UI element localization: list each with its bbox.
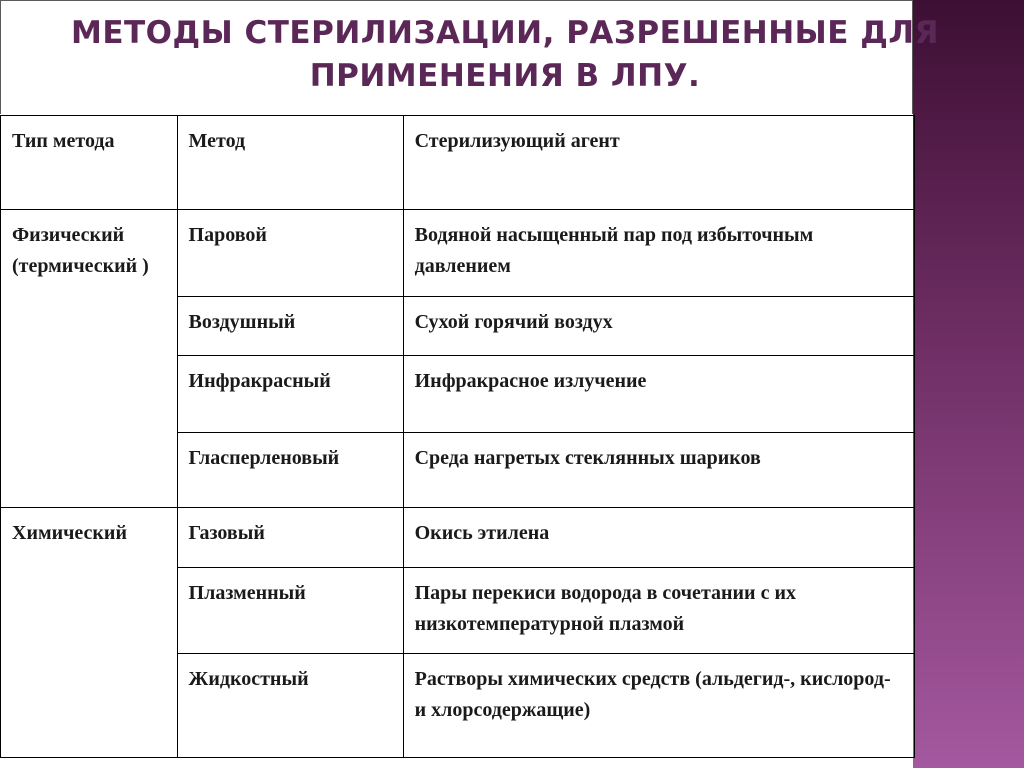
sterilization-methods-table bbox=[0, 115, 915, 758]
method-cell: Плазменный bbox=[177, 568, 403, 654]
method-cell: Газовый bbox=[177, 508, 403, 568]
agent-cell: Среда нагретых стеклянных шариков bbox=[403, 433, 914, 508]
method-cell: Гласперленовый bbox=[177, 433, 403, 508]
header-method: Метод bbox=[177, 116, 403, 210]
agent-cell: Окись этилена bbox=[403, 508, 914, 568]
slide-title: МЕТОДЫ СТЕРИЛИЗАЦИИ, РАЗРЕШЕННЫЕ ДЛЯ ПРИМЕНЕНИЯ В ЛПУ. bbox=[70, 15, 940, 94]
method-cell: Инфракрасный bbox=[177, 356, 403, 433]
table-row bbox=[1, 210, 915, 297]
table-row bbox=[1, 508, 915, 568]
agent-cell: Инфракрасное излучение bbox=[403, 356, 914, 433]
table-header-row bbox=[1, 116, 915, 210]
type-physical: Физический (термический ) bbox=[1, 210, 178, 508]
agent-cell: Сухой горячий воздух bbox=[403, 297, 914, 356]
decorative-gradient-band bbox=[913, 0, 1024, 768]
type-chemical: Химический bbox=[1, 508, 178, 758]
header-agent: Стерилизующий агент bbox=[403, 116, 914, 210]
method-cell: Жидкостный bbox=[177, 654, 403, 758]
agent-cell: Пары перекиси водорода в сочетании с их низкотемпературной плазмой bbox=[403, 568, 914, 654]
method-cell: Паровой bbox=[177, 210, 403, 297]
header-type: Тип метода bbox=[1, 116, 178, 210]
agent-cell: Водяной насыщенный пар под избыточным давлением bbox=[403, 210, 914, 297]
agent-cell: Растворы химических средств (альдегид-, кислород- и хлорсодержащие) bbox=[403, 654, 914, 758]
method-cell: Воздушный bbox=[177, 297, 403, 356]
